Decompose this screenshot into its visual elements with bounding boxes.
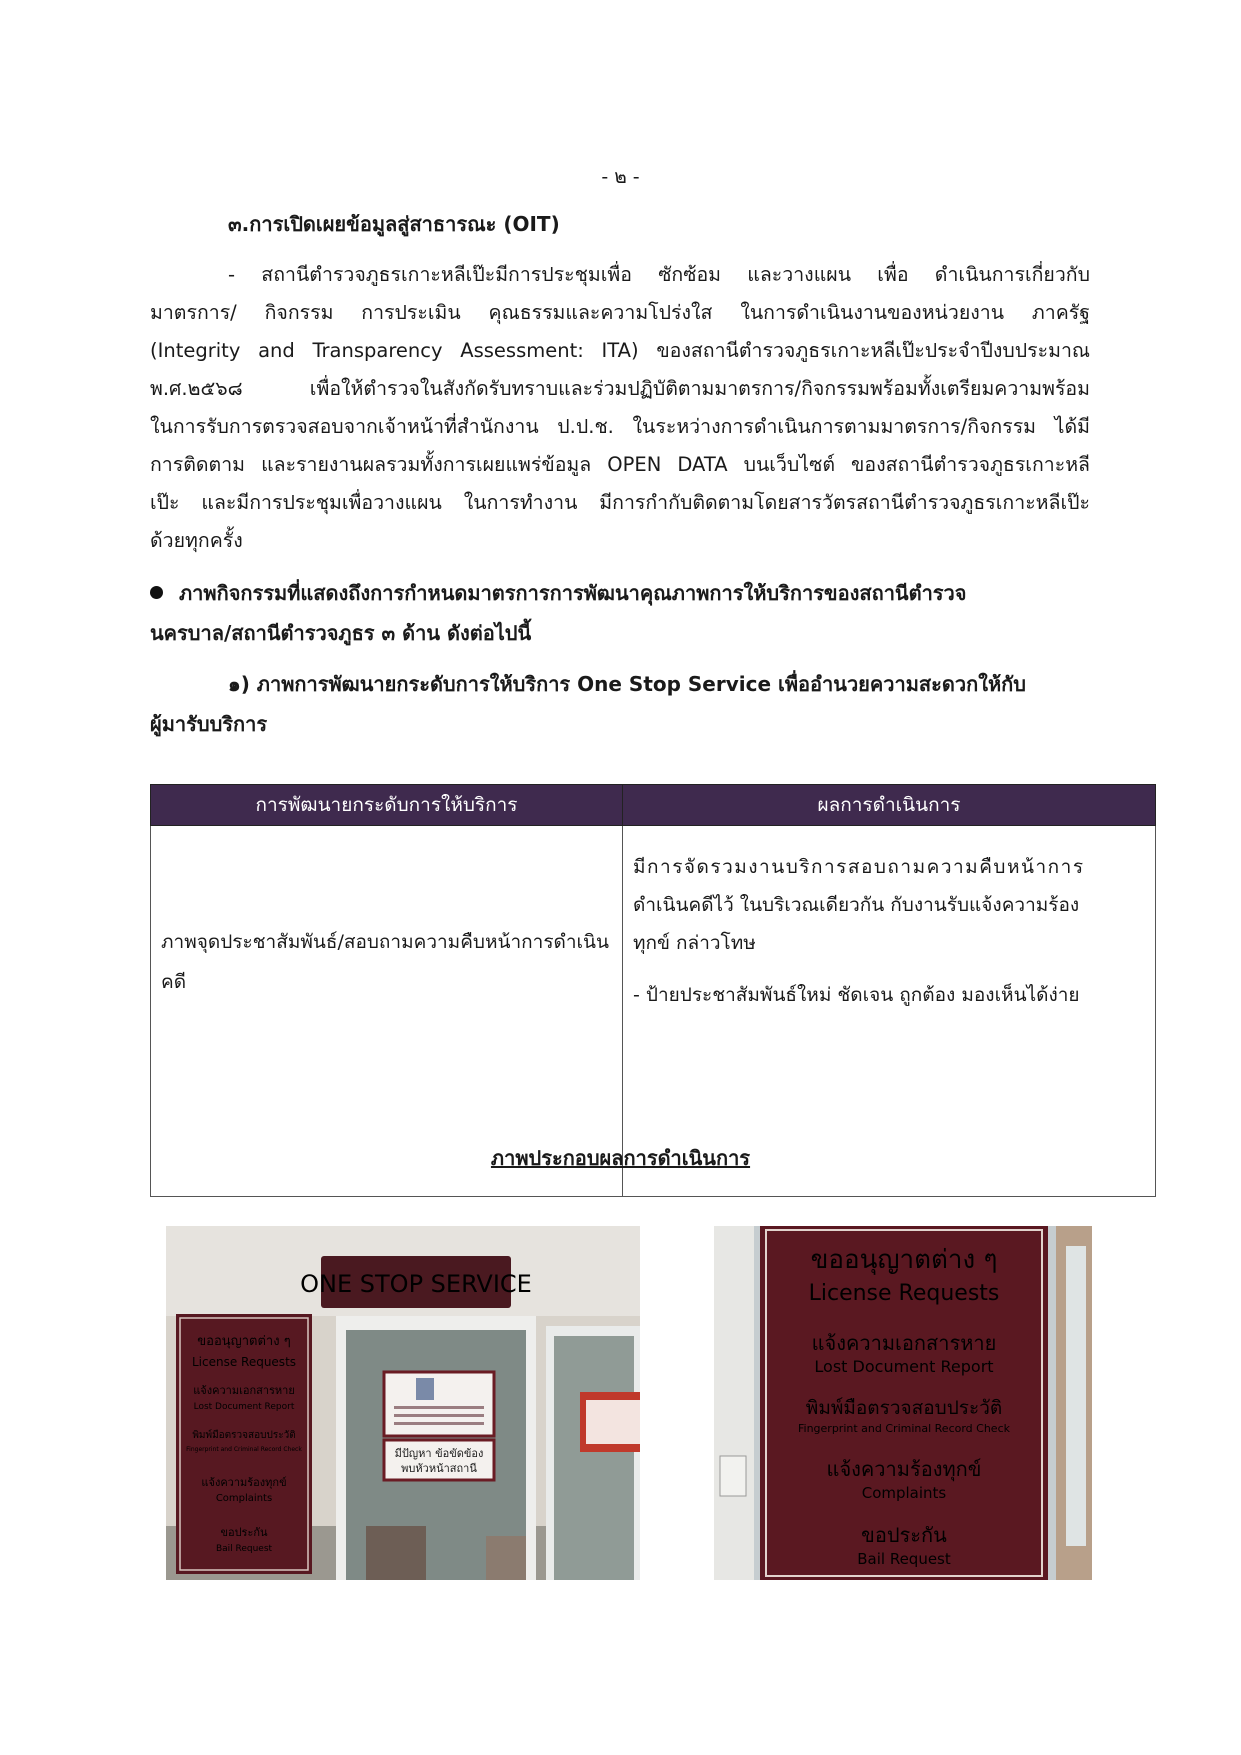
photo-right-illustration [714, 1226, 1092, 1580]
results-table [150, 784, 1156, 1197]
result-line: ดำเนินคดีไว้ ในบริเวณเดียวกัน กับงานรับแจ้งความร้อง [633, 894, 1080, 916]
sign-line: Bail Request [857, 1550, 951, 1568]
sign-line: ขอประกัน [220, 1526, 268, 1539]
sub-heading [150, 664, 1090, 744]
photos-caption: ภาพประกอบผลการดำเนินการ [490, 1146, 751, 1170]
bullet-heading-line1: ภาพกิจกรรมที่แสดงถึงการกำหนดมาตรการการพัฒนาคุณภาพการให้บริการของสถานีตำรวจ [179, 581, 967, 605]
photo-left-illustration [166, 1226, 640, 1580]
sign-line: แจ้งความร้องทุกข์ [826, 1457, 982, 1481]
sign-line: Lost Document Report [814, 1357, 994, 1376]
door-sign-line: มีปัญหา ข้อขัดข้อง [394, 1447, 484, 1460]
sign-line: License Requests [191, 1355, 297, 1369]
sign-line: พิมพ์มือตรวจสอบประวัติ [192, 1430, 296, 1441]
table-cell-development: ภาพจุดประชาสัมพันธ์/สอบถามความคืบหน้าการดำเนินคดี [151, 826, 623, 1197]
sign-line: แจ้งความเอกสารหาย [193, 1384, 295, 1397]
paragraph-line: ในการรับการตรวจสอบจากเจ้าหน้าที่สำนักงาน ป.ป.ช. ในระหว่างการดำเนินการตามมาตรการ/กิจกรรม ได้มี [150, 415, 1090, 438]
paragraph-line: - สถานีตำรวจภูธรเกาะหลีเป๊ะมีการประชุมเพื่อ ซักซ้อม และวางแผน เพื่อ ดำเนินการเกี่ยวกับ [228, 263, 1090, 286]
sign-line: ขออนุญาตต่าง ๆ [810, 1245, 998, 1275]
paragraph-line: การติดตาม และรายงานผลรวมทั้งการเผยแพร่ข้อมูล OPEN DATA บนเว็บไซต์ ของสถานีตำรวจภูธรเกาะหลี [150, 453, 1090, 476]
result-note: - ป้ายประชาสัมพันธ์ใหม่ ชัดเจน ถูกต้อง มองเห็นได้ง่าย [633, 984, 1080, 1006]
sign-line: Complaints [861, 1484, 947, 1502]
table-header-cell: การพัฒนายกระดับการให้บริการ [151, 785, 623, 826]
body-paragraph [150, 256, 1090, 560]
door-sign-line: พบหัวหน้าสถานี [401, 1462, 477, 1475]
sign-line: ขออนุญาตต่าง ๆ [197, 1334, 291, 1349]
table-cell-result [623, 826, 1156, 1197]
page-number: - ๒ - [601, 166, 640, 188]
table-header-row [151, 785, 1156, 826]
sub-heading-line2: ผู้มารับบริการ [150, 712, 268, 736]
sign-line: แจ้งความร้องทุกข์ [201, 1476, 287, 1489]
table-header-cell: ผลการดำเนินการ [623, 785, 1156, 826]
sign-line: License Requests [808, 1281, 1000, 1306]
banner-text: ONE STOP SERVICE [300, 1270, 532, 1298]
bullet-heading [150, 573, 1090, 653]
photo-license-sign [714, 1226, 1092, 1580]
paragraph-line: พ.ศ.๒๕๖๘ เพื่อให้ตำรวจในสังกัดรับทราบและร่วมปฏิบัติตามมาตรการ/กิจกรรมพร้อมทั้งเตรียมความพร้อม [150, 377, 1090, 400]
paragraph-line: เป๊ะ และมีการประชุมเพื่อวางแผน ในการทำงาน มีการกำกับติดตามโดยสารวัตรสถานีตำรวจภูธรเกาะหลีเป๊ะ [150, 491, 1090, 514]
table-row [151, 826, 1156, 1197]
sign-line: Fingerprint and Criminal Record Check [798, 1422, 1010, 1435]
sign-line: Bail Request [215, 1544, 273, 1554]
sign-line: พิมพ์มือตรวจสอบประวัติ [805, 1397, 1003, 1419]
result-line: มีการจัดรวมงานบริการสอบถามความคืบหน้าการ [633, 856, 1085, 878]
sign-line: Fingerprint and Criminal Record Check [186, 1446, 302, 1453]
paragraph-line: ด้วยทุกครั้ง [150, 529, 243, 552]
photo-one-stop-service [166, 1226, 640, 1580]
bullet-heading-line2: นครบาล/สถานีตำรวจภูธร ๓ ด้าน ดังต่อไปนี้ [150, 621, 532, 645]
bullet-icon [150, 586, 163, 599]
sign-line: ขอประกัน [861, 1523, 947, 1547]
paragraph-line: (Integrity and Transparency Assessment: ITA) ของสถานีตำรวจภูธรเกาะหลีเป๊ะประจำปีงบประมาณ [150, 339, 1090, 362]
sign-line: Lost Document Report [193, 1402, 295, 1412]
result-line: ทุกข์ กล่าวโทษ [633, 932, 756, 954]
section-heading: ๓.การเปิดเผยข้อมูลสู่สาธารณะ (OIT) [228, 212, 560, 236]
sign-line: Complaints [215, 1493, 273, 1504]
sign-line: แจ้งความเอกสารหาย [811, 1331, 997, 1355]
paragraph-line: มาตรการ/ กิจกรรม การประเมิน คุณธรรมและความโปร่งใส ในการดำเนินงานของหน่วยงาน ภาครัฐ [150, 301, 1090, 324]
sub-heading-line1: ๑) ภาพการพัฒนายกระดับการให้บริการ One Stop Service เพื่ออำนวยความสะดวกให้กับ [228, 672, 1026, 696]
